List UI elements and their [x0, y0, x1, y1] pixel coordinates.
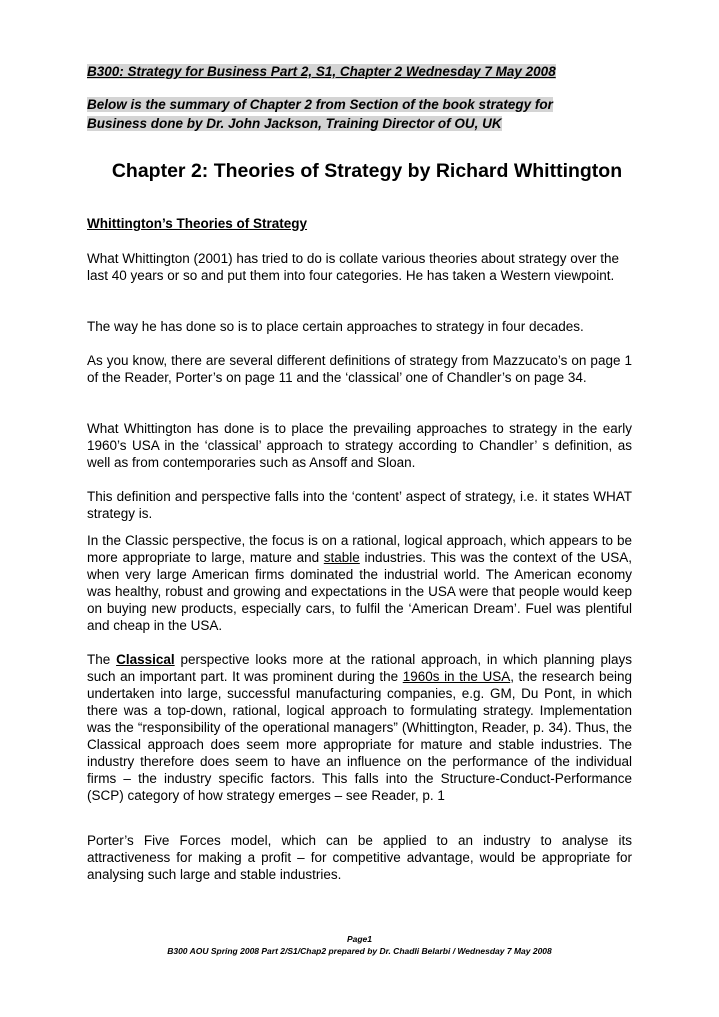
paragraph-4: What Whittington has done is to place the prevailing approaches to strategy in the early 1960’s USA in the ‘classical’ approach to strategy according to Chandler’ s definition, as well as from contemporaries such as Ansoff and Sloan. — [87, 421, 632, 470]
page-number: Page1 — [346, 934, 373, 944]
course-header-text: B300: Strategy for Business Part 2, S1, Chapter 2 Wednesday 7 May 2008 — [87, 64, 556, 79]
summary-header — [87, 95, 607, 133]
paragraph-5: This definition and perspective falls into the ‘content’ aspect of strategy, i.e. it states WHAT strategy is. — [87, 489, 632, 521]
paragraph-7-text-c: perspective looks more at the rational approach, in which planning plays such an important part. It was prominent during the — [87, 652, 632, 684]
paragraph-6-text-c: industries. This was the context of the USA, when very large American firms dominated the industrial world. The American economy was healthy, robust and growing and expectations in the USA were that people would keep on buying new products, especially cars, to fulfil the ‘American Dream’. Fuel was plentiful and cheap in the USA. — [87, 550, 632, 633]
1960s-usa-underlined: 1960s in the USA — [402, 669, 511, 684]
paragraph-7-text-e: , the research being undertaken into large, successful manufacturing companies, e.g. GM, Du Pont, in which there was a top-down, rational, logical approach to formulating strategy. Implementation was the “responsibility of the operational managers” (Whittington, Reader, p. 34). Thus, the Classical approach does seem more appropriate for mature and stable industries. The industry therefore does seem to have an influence on the performance of the individual firms – the industry specific factors. This falls into the Structure-Conduct-Performance (SCP) category of how strategy emerges – see Reader, p. 1 — [87, 669, 632, 803]
paragraph-7 — [87, 651, 632, 804]
paragraph-3: As you know, there are several different definitions of strategy from Mazzucato’s on page 1 of the Reader, Porter’s on page 11 and the ‘classical’ one of Chandler’s on page 34. — [87, 353, 632, 385]
paragraph-6-text-a: In the Classic perspective, the focus is on a rational, logical approach, which appears to be more appropriate to large, mature and — [87, 533, 632, 565]
summary-header-text: Below is the summary of Chapter 2 from Section of the book strategy for Business done by Dr. John Jackson, Training Director of OU, UK — [87, 97, 553, 131]
classical-emphasis: Classical — [116, 652, 175, 667]
course-header — [87, 62, 647, 81]
stable-underlined: stable — [323, 550, 360, 565]
paragraph-2: The way he has done so is to place certain approaches to strategy in four decades. — [87, 319, 584, 334]
paragraph-8: Porter’s Five Forces model, which can be applied to an industry to analyse its attractiveness for making a profit – for competitive advantage, would be appropriate for analysing such large and stable industries. — [87, 833, 632, 882]
section-heading: Whittington’s Theories of Strategy — [87, 216, 308, 231]
footer-credit: B300 AOU Spring 2008 Part 2/S1/Chap2 prepared by Dr. Chadli Belarbi / Wednesday 7 May 2008 — [167, 946, 552, 956]
paragraph-7-text-a: The — [87, 652, 117, 667]
chapter-title: Chapter 2: Theories of Strategy by Richard Whittington — [111, 160, 623, 182]
paragraph-1: What Whittington (2001) has tried to do is collate various theories about strategy over the last 40 years or so and put them into four categories. He has taken a Western viewpoint. — [87, 251, 620, 283]
paragraph-6 — [87, 532, 632, 634]
